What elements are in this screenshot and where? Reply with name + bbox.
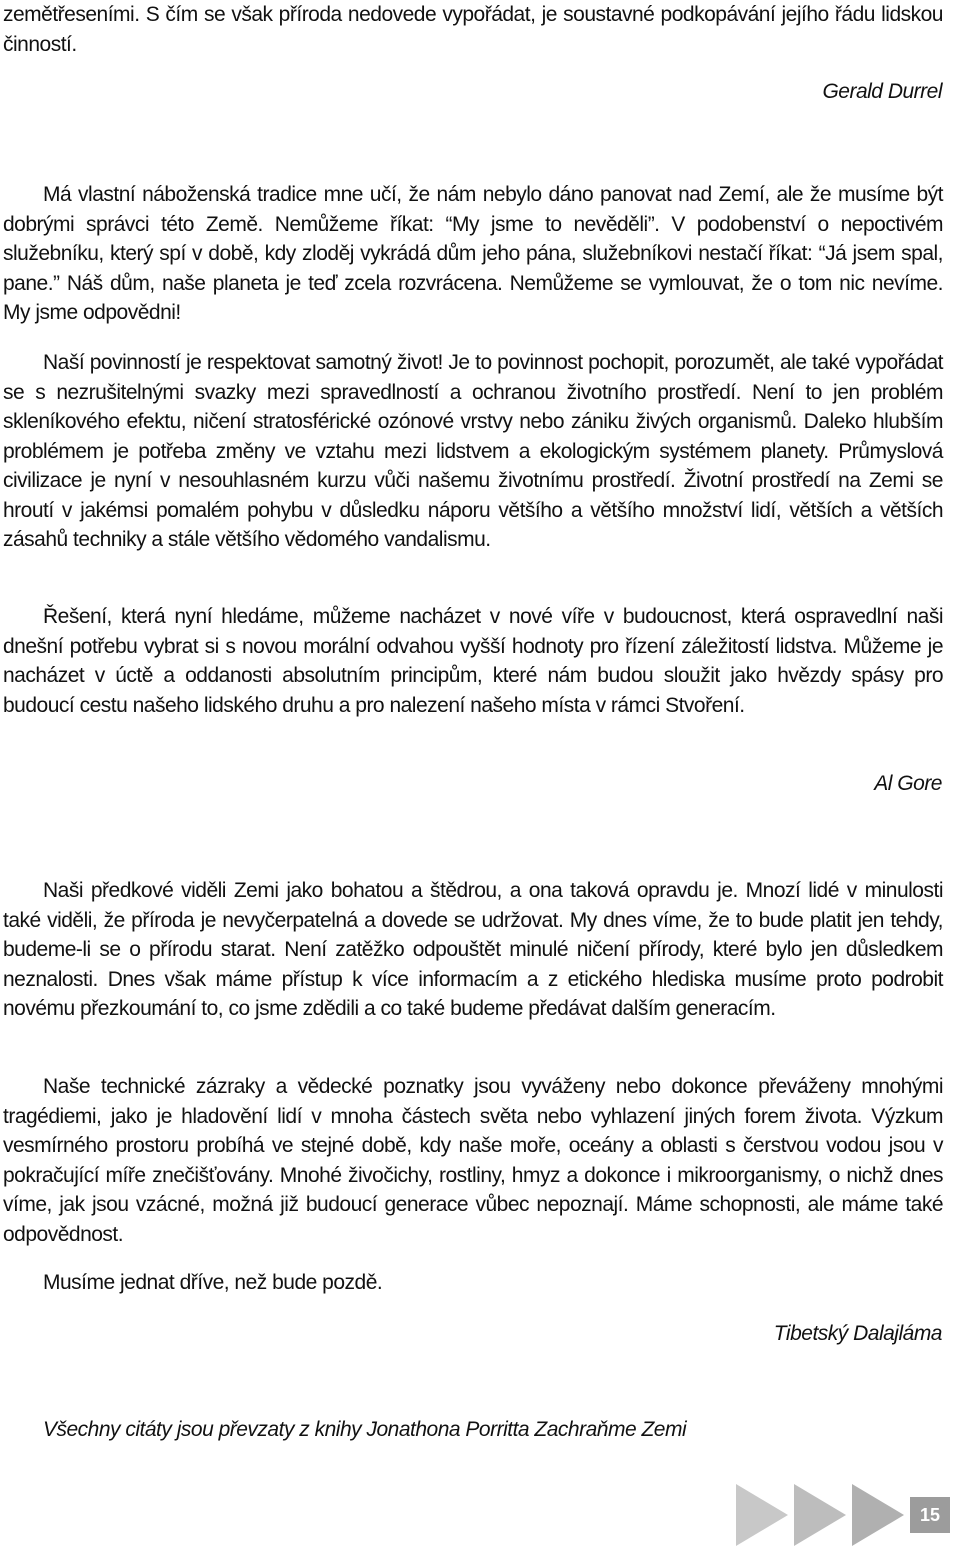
paragraph-6 <box>3 1268 943 1298</box>
source-footnote: Všechny citáty jsou převzaty z knihy Jonathona Porritta Zachraňme Zemi <box>43 1418 687 1441</box>
signature-al-gore: Al Gore <box>874 772 942 795</box>
page-number-badge: 15 <box>910 1497 950 1533</box>
signature-gerald-durrel: Gerald Durrel <box>822 80 942 103</box>
intro-paragraph: zemětřeseními. S čím se však příroda nedovede vypořádat, je soustavné podkopávání jejího řádu lidskou činností. <box>3 3 943 56</box>
signature-dalajlama: Tibetský Dalajláma <box>773 1322 942 1345</box>
paragraph-6-text: Musíme jednat dříve, než bude pozdě. <box>43 1271 383 1294</box>
paragraph-4 <box>3 876 943 1024</box>
paragraph-3-text: Řešení, která nyní hledáme, můžeme nacházet v nové víře v budoucnost, která ospravedlní naši dnešní potřebu vybrat si s novou morální odvahou vyšší hodnoty pro řízení záležitostí lidstva. Můžeme je nacházet v úctě a oddanosti absolutním principům, které nám budou sloužit jako hvězdy spásy pro budoucí cestu našeho lidského druhu a pro nalezení našeho místa v rámci Stvoření. <box>3 605 943 717</box>
paragraph-2 <box>3 348 943 555</box>
paragraph-1 <box>3 180 943 328</box>
paragraph-5 <box>3 1072 943 1249</box>
paragraph-2-text: Naší povinností je respektovat samotný život! Je to povinnost pochopit, porozumět, ale také vypořádat se s nezrušitelnými svazky mezi spravedlností a ochranou životního prostředí. Není to jen problém skleníkového efektu, ničení stratosférické ozónové vrstvy nebo zániku živých organismů. Daleko hlubším problémem je potřeba změny ve vztahu mezi lidstvem a ekologickým systémem planety. Průmyslová civilizace je nyní v nesouhlasném kurzu vůči našemu životnímu prostředí. Životní prostředí na Zemi se hroutí v jakémsi pomalém pohybu v důsledku náporu většího a většího množství lidí, větších a větších zásahů techniky a stále většího vědomého vandalismu. <box>3 351 943 551</box>
arrow-icon <box>794 1484 846 1546</box>
arrow-icon <box>736 1484 788 1546</box>
arrow-icon <box>852 1484 904 1546</box>
paragraph-5-text: Naše technické zázraky a vědecké poznatky jsou vyváženy nebo dokonce převáženy mnohými tragédiemi, jako je hladovění lidí v mnoha částech světa nebo vyhlazení jiných forem života. Výzkum vesmírného prostoru probíhá ve stejné době, kdy naše moře, oceány a oblasti s čerstvou vodou jsou v pokračující míře znečišťovány. Mnohé živočichy, rostliny, hmyz a dokonce i mikroorganismy, o nichž dnes víme, jak jsou vzácné, možná již budoucí generace vůbec nepoznají. Máme schopnosti, ale máme také odpovědnost. <box>3 1075 943 1246</box>
paragraph-3 <box>3 602 943 720</box>
paragraph-4-text: Naši předkové viděli Zemi jako bohatou a štědrou, a ona taková opravdu je. Mnozí lidé v minulosti také viděli, že příroda je nevyčerpatelná a dovede se udržovat. My dnes víme, že to bude platit jen tehdy, budeme-li se o přírodu starat. Není zatěžko odpouštět minulé ničení přírody, které bylo jen důsledkem neznalosti. Dnes však máme přístup k více informacím a z etického hlediska musíme proto podrobit novému přezkoumání to, co jsme zdědili a co také budeme předávat dalším generacím. <box>3 879 943 1020</box>
paragraph-1-text: Má vlastní náboženská tradice mne učí, že nám nebylo dáno panovat nad Zemí, ale že musíme být dobrými správci této Země. Nemůžeme říkat: “My jsme to nevěděli”. V podobenství o nepoctivém služebníku, který spí v době, kdy zloděj vykrádá dům jeho pána, služebníkovi nestačí říkat: “Já jsem spal, pane.” Náš dům, naše planeta je teď zcela rozvrácena. Nemůžeme se vymlouvat, že o tom nic nevíme. My jsme odpovědni! <box>3 183 943 324</box>
